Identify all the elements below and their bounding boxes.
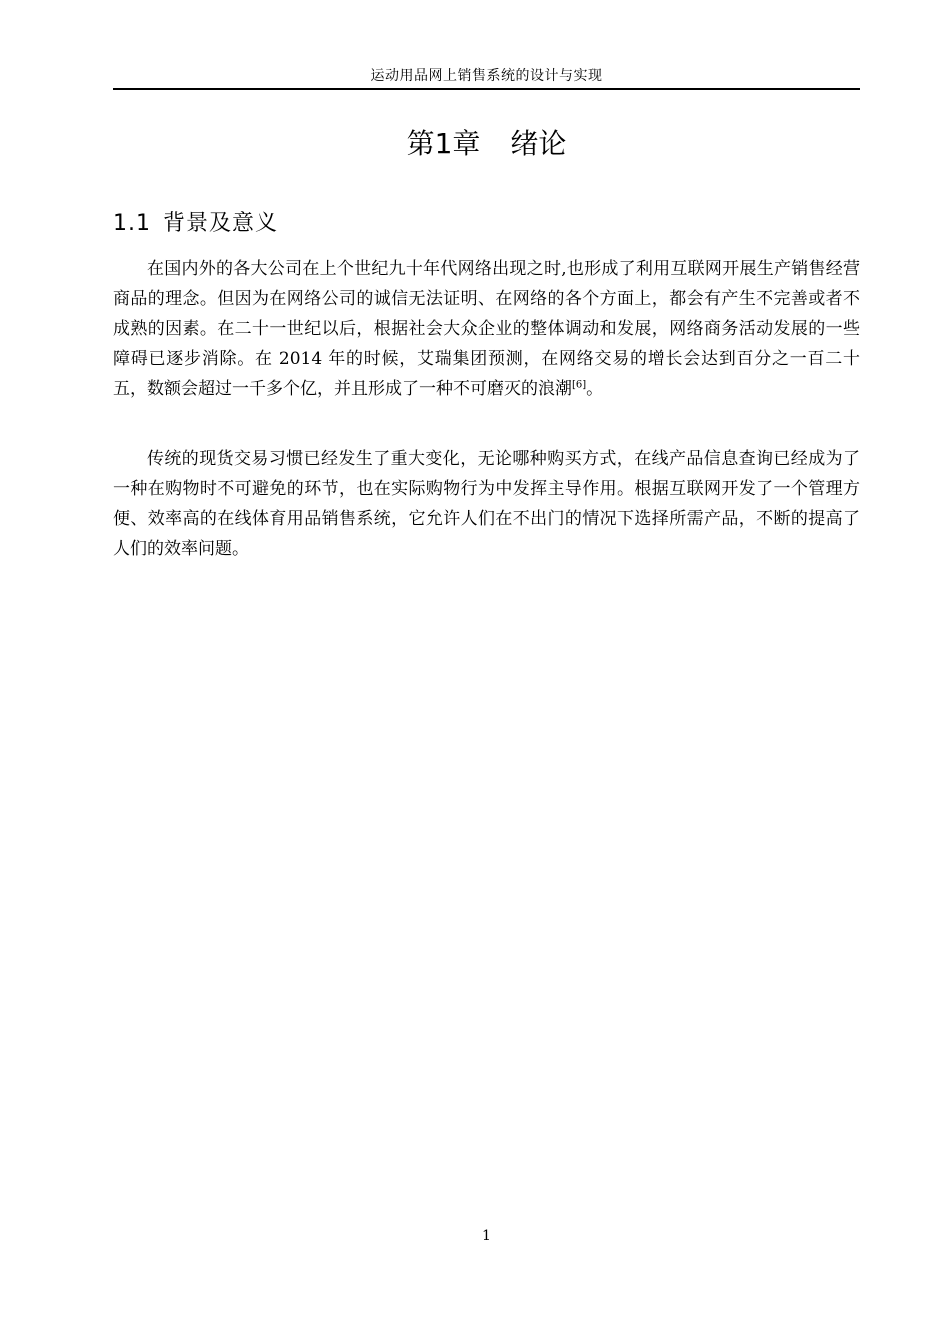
- paragraph-2-text: 传统的现货交易习惯已经发生了重大变化，无论哪种购买方式，在线产品信息查询已经成为了一种在购物时不可避免的环节，也在实际购物行为中发挥主导作用。根据互联网开发了一个管理方便、效率高的在线体育用品销售系统，它允许人们在不出门的情况下选择所需产品，不断的提高了人们的效率问题。: [113, 449, 860, 559]
- chapter-number: 第1章: [406, 127, 481, 160]
- header-rule: [113, 88, 860, 90]
- body-paragraph-2: [113, 444, 860, 564]
- section-number: 1.1: [113, 211, 151, 236]
- chapter-title: [113, 124, 860, 164]
- section-heading: [113, 207, 278, 241]
- page-number: 1: [482, 1228, 491, 1244]
- body-paragraph-1: [113, 254, 860, 404]
- running-header: 运动用品网上销售系统的设计与实现: [370, 68, 603, 84]
- citation-reference: [6]: [572, 379, 587, 391]
- paragraph-1-text: 在国内外的各大公司在上个世纪九十年代网络出现之时,也形成了利用互联网开展生产销售经营商品的理念。但因为在网络公司的诚信无法证明、在网络的各个方面上，都会有产生不完善或者不成熟的因素。在二十一世纪以后，根据社会大众企业的整体调动和发展，网络商务活动发展的一些障碍已逐步消除。在 2014 年的时候，艾瑞集团预测，在网络交易的增长会达到百分之一百二十五，数额会超过一千多个亿，并且形成了一种不可磨灭的浪潮: [113, 259, 860, 399]
- section-title: 背景及意义: [163, 211, 279, 236]
- chapter-name: 绪论: [510, 127, 567, 160]
- paragraph-1-end: 。: [586, 379, 604, 399]
